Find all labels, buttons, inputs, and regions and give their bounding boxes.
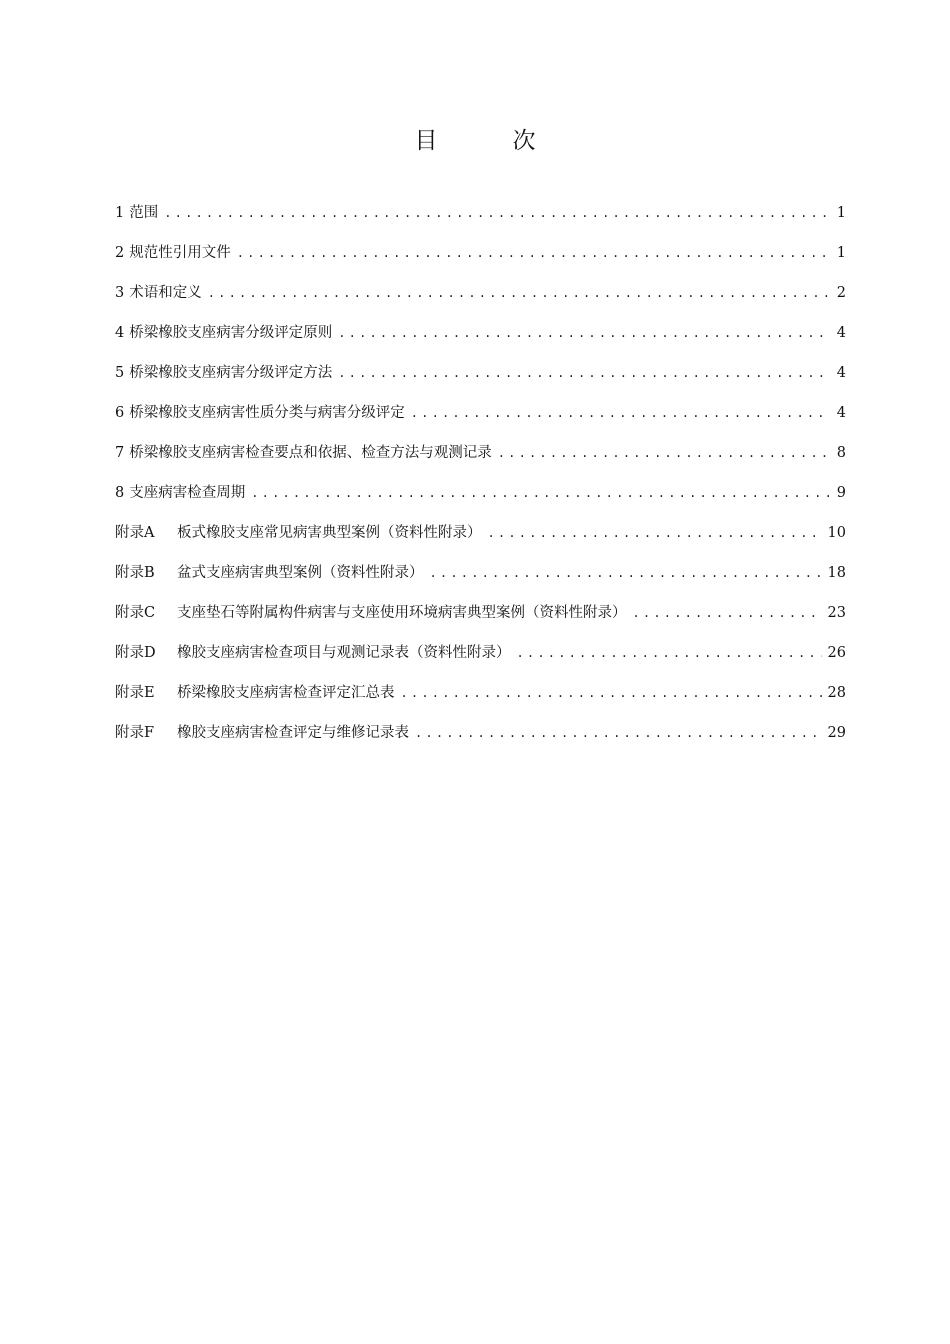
toc-dot-leader [415, 720, 822, 746]
toc-entry[interactable] [115, 400, 846, 440]
table-of-contents [115, 200, 846, 760]
page-title: 目 次 [414, 128, 562, 154]
toc-dot-leader [164, 200, 830, 226]
toc-entry-label [115, 440, 492, 466]
toc-entry-number: 4 [115, 325, 125, 341]
toc-dot-leader [237, 240, 830, 266]
toc-entry-label [115, 600, 627, 626]
toc-entry-title: 桥梁橡胶支座病害分级评定方法 [129, 365, 333, 381]
toc-dot-leader [633, 600, 822, 626]
toc-entry-number: 5 [115, 365, 125, 381]
toc-entry-page: 2 [836, 285, 846, 301]
toc-entry-number: 3 [115, 285, 125, 301]
toc-entry-title: 桥梁橡胶支座病害检查要点和依据、检查方法与观测记录 [129, 445, 492, 461]
toc-entry-appendix[interactable] [115, 680, 846, 720]
toc-entry-page: 1 [836, 205, 846, 221]
toc-appendix-number: 附录F [115, 725, 155, 741]
toc-entry-number: 6 [115, 405, 125, 421]
toc-dot-leader [411, 400, 830, 426]
toc-appendix-number: 附录E [115, 685, 155, 701]
toc-entry-page: 4 [836, 405, 846, 421]
toc-entry-number: 1 [115, 205, 125, 221]
toc-dot-leader [401, 680, 822, 706]
toc-entry-label [115, 520, 482, 546]
toc-entry-label [115, 640, 511, 666]
toc-entry-title: 支座垫石等附属构件病害与支座使用环境病害典型案例（资料性附录） [177, 605, 627, 621]
toc-entry-label [115, 560, 424, 586]
toc-entry-page: 4 [836, 365, 846, 381]
toc-entry-title: 桥梁橡胶支座病害检查评定汇总表 [177, 685, 395, 701]
toc-entry-label [115, 200, 158, 226]
toc-entry-title: 板式橡胶支座常见病害典型案例（资料性附录） [177, 525, 482, 541]
toc-entry-label [115, 400, 405, 426]
toc-dot-leader [430, 560, 822, 586]
toc-entry-page: 1 [836, 245, 846, 261]
toc-entry-page: 9 [836, 485, 846, 501]
toc-entry[interactable] [115, 360, 846, 400]
toc-entry-page: 18 [827, 565, 846, 581]
toc-entry-page: 28 [827, 685, 846, 701]
toc-entry-page: 29 [827, 725, 846, 741]
toc-dot-leader [488, 520, 822, 546]
toc-appendix-number: 附录D [115, 645, 156, 661]
toc-entry[interactable] [115, 320, 846, 360]
toc-entry-title: 规范性引用文件 [129, 245, 231, 261]
toc-entry[interactable] [115, 240, 846, 280]
toc-entry-label [115, 360, 332, 386]
toc-entry-appendix[interactable] [115, 720, 846, 760]
toc-entry-label [115, 280, 202, 306]
toc-entry-title: 桥梁橡胶支座病害性质分类与病害分级评定 [129, 405, 405, 421]
toc-entry-label [115, 320, 332, 346]
toc-entry-page: 10 [827, 525, 846, 541]
toc-dot-leader [498, 440, 830, 466]
toc-entry-label [115, 720, 409, 746]
toc-entry[interactable] [115, 440, 846, 480]
toc-entry-title: 桥梁橡胶支座病害分级评定原则 [129, 325, 333, 341]
toc-appendix-number: 附录B [115, 565, 155, 581]
toc-entry-appendix[interactable] [115, 560, 846, 600]
toc-dot-leader [208, 280, 830, 306]
toc-dot-leader [517, 640, 822, 666]
toc-entry-title: 范围 [129, 205, 159, 221]
toc-entry-page: 23 [827, 605, 846, 621]
toc-entry[interactable] [115, 200, 846, 240]
toc-entry-number: 7 [115, 445, 125, 461]
toc-entry-page: 26 [827, 645, 846, 661]
toc-entry-label [115, 680, 395, 706]
toc-entry-label [115, 240, 231, 266]
toc-entry-page: 4 [836, 325, 846, 341]
toc-appendix-number: 附录A [115, 525, 155, 541]
toc-entry[interactable] [115, 480, 846, 520]
toc-entry-number: 8 [115, 485, 125, 501]
toc-appendix-number: 附录C [115, 605, 156, 621]
toc-entry-page: 8 [836, 445, 846, 461]
toc-entry-label [115, 480, 245, 506]
toc-entry-number: 2 [115, 245, 125, 261]
toc-entry-appendix[interactable] [115, 520, 846, 560]
toc-dot-leader [251, 480, 830, 506]
toc-entry[interactable] [115, 280, 846, 320]
toc-entry-title: 橡胶支座病害检查项目与观测记录表（资料性附录） [177, 645, 511, 661]
toc-entry-title: 术语和定义 [129, 285, 202, 301]
toc-entry-appendix[interactable] [115, 600, 846, 640]
toc-dot-leader [338, 360, 830, 386]
toc-entry-title: 橡胶支座病害检查评定与维修记录表 [177, 725, 409, 741]
toc-entry-title: 盆式支座病害典型案例（资料性附录） [177, 565, 424, 581]
toc-entry-title: 支座病害检查周期 [129, 485, 246, 501]
toc-entry-appendix[interactable] [115, 640, 846, 680]
toc-dot-leader [338, 320, 830, 346]
